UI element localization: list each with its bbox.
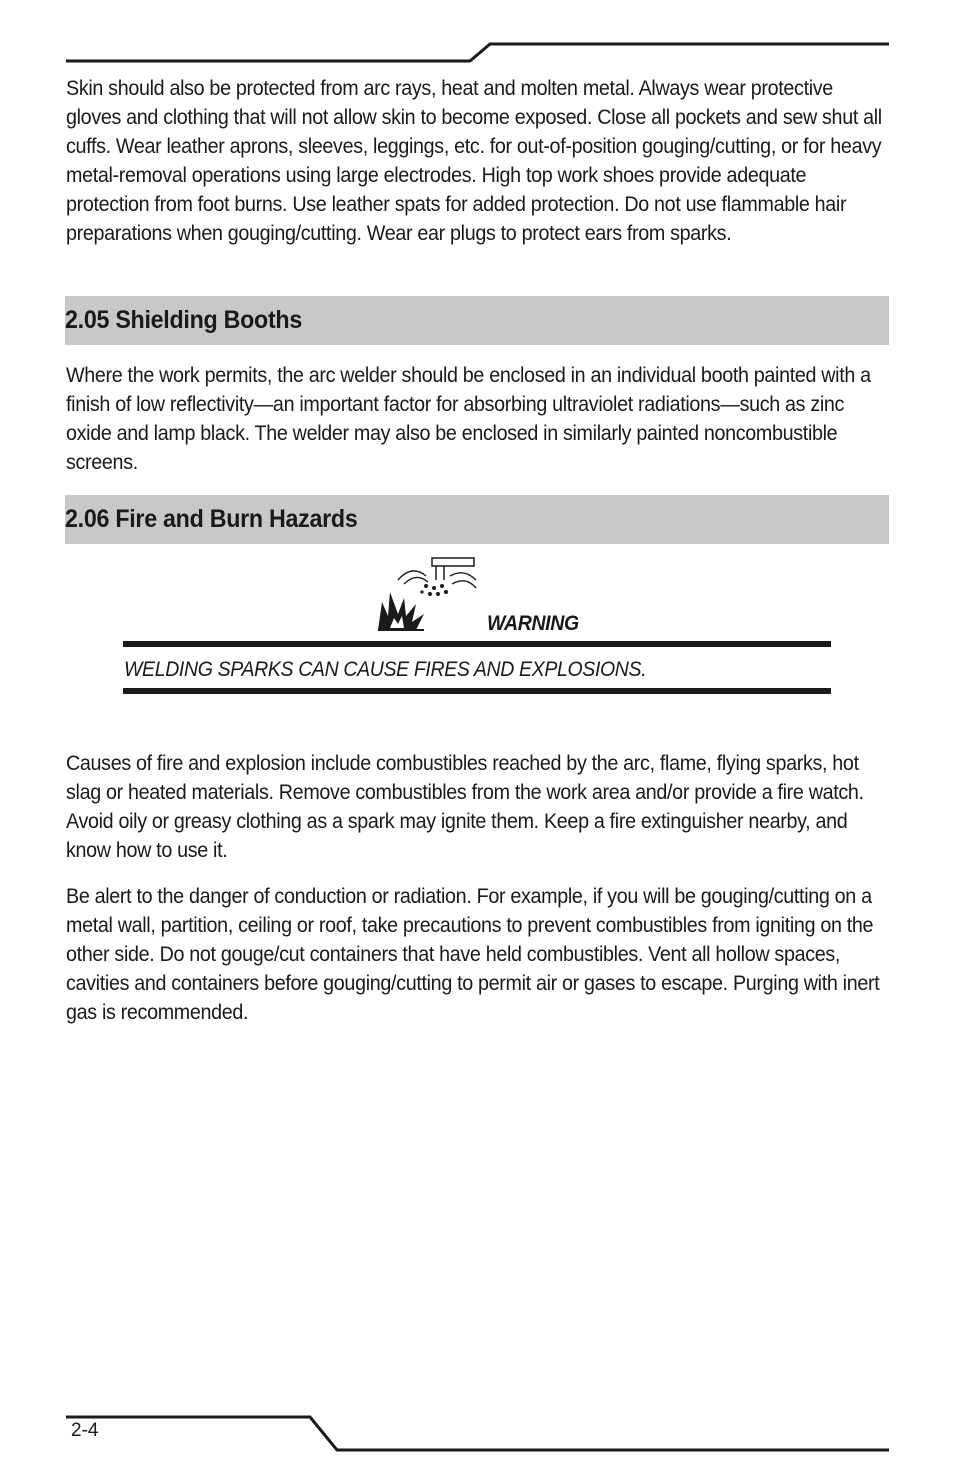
conduction-paragraph: Be alert to the danger of conduction or radiation. For example, if you will be gouging/cutting on a metal wall, partition, ceiling or roof, take precautions to prevent combustibles from igniting on the other side. Do not gouge/cut containers that have held combustibles. Vent all hollow spaces, cavities and containers before gouging/cutting to permit air or gases to escape. Purging with inert gas is recommended. (66, 885, 880, 1024)
welding-sparks-fire-icon (376, 556, 480, 632)
shielding-booths-paragraph: Where the work permits, the arc welder should be enclosed in an individual booth painted with a finish of low reflectivity—an important factor for absorbing ultraviolet radiations—such as zinc oxide and lamp black. The welder may also be enclosed in similarly painted noncombustible screens. (66, 364, 871, 474)
fire-causes-paragraph: Causes of fire and explosion include combustibles reached by the arc, flame, flying sparks, hot slag or heated materials. Remove combustibles from the work area and/or provide a fire watch. Avoid oily or greasy clothing as a spark may ignite them. Keep a fire extinguisher nearby, and know how to use it. (66, 752, 864, 862)
warning-bottom-rule (123, 688, 831, 694)
section-header-shielding-booths (65, 296, 889, 345)
warning-message: WELDING SPARKS CAN CAUSE FIRES AND EXPLOSIONS. (124, 658, 647, 681)
skin-protection-paragraph: Skin should also be protected from arc rays, heat and molten metal. Always wear protective gloves and clothing that will not allow skin to become exposed. Close all pockets and sew shut all cuffs. Wear leather aprons, sleeves, leggings, etc. for out-of-position gouging/cutting, or for heavy metal-removal operations using large electrodes. High top work shoes provide adequate protection from foot burns. Use leather spats for added protection. Do not use flammable hair preparations when gouging/cutting. Wear ear plugs to protect ears from sparks. (66, 77, 882, 245)
section-title: 2.05 Shielding Booths (65, 306, 303, 334)
header-rule (0, 0, 954, 70)
footer-rule (0, 1405, 954, 1465)
warning-top-rule (123, 641, 831, 647)
warning-label: WARNING (487, 612, 579, 635)
section-header-fire-hazards (65, 495, 889, 544)
section-title: 2.06 Fire and Burn Hazards (65, 505, 358, 533)
page-number: 2-4 (71, 1420, 99, 1441)
